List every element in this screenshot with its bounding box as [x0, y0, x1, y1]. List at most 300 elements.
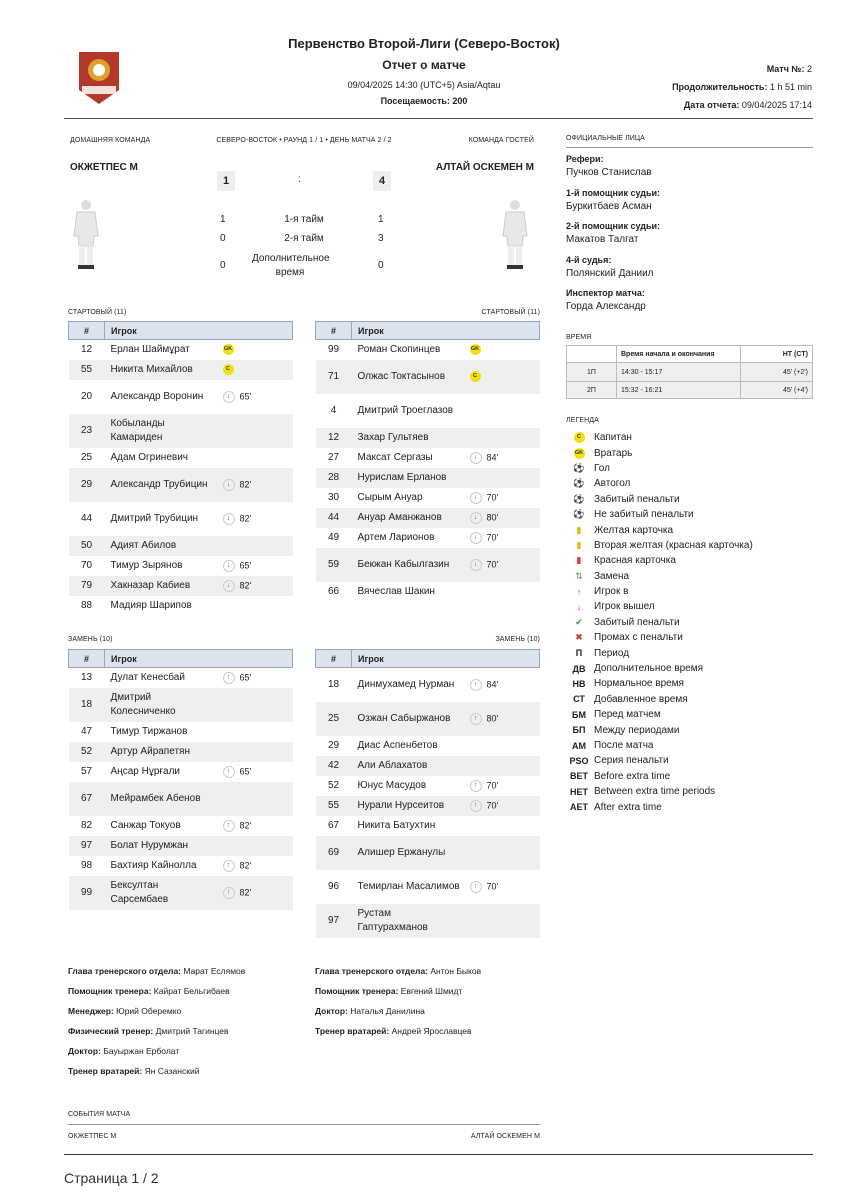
player-number: 52 — [69, 742, 105, 762]
substitution-icon: ⇅ — [575, 570, 583, 581]
table-row — [69, 448, 293, 468]
staff-name: Кайрат Бельгибаев — [153, 986, 230, 996]
player-events — [223, 596, 293, 616]
staff-name: Антон Быков — [430, 966, 482, 976]
substitution-minute: 70' — [486, 799, 499, 810]
match-duration — [672, 82, 812, 92]
player-name — [105, 856, 223, 876]
staff-row — [315, 1021, 555, 1041]
events-away-team: АЛТАЙ ОСКЕМЕН М — [470, 1133, 540, 1140]
player-number: 99 — [69, 876, 105, 910]
official-name: Макатов Талгат — [566, 234, 639, 246]
player-number: 25 — [316, 702, 352, 736]
table-row — [69, 762, 293, 782]
player-name — [105, 762, 223, 782]
legend-title: ЛЕГЕНДА — [566, 417, 599, 424]
player-number: 88 — [69, 596, 105, 616]
page-number: Страница 1 / 2 — [64, 1170, 159, 1186]
player-name-text: Юнус Масудов — [357, 779, 427, 791]
away-starting-table — [315, 321, 540, 602]
red-card-icon: ▮ — [576, 555, 582, 566]
player-name-text: Олжас Токтасынов — [357, 370, 446, 382]
period1-away: 1 — [378, 214, 384, 225]
extra-away: 0 — [378, 260, 384, 271]
substitution-minute: 65' — [239, 672, 252, 683]
substitution-minute: 70' — [486, 779, 499, 790]
player-name-text: Александр Воронин — [110, 390, 204, 402]
table-row — [69, 836, 293, 856]
player-events — [223, 688, 293, 722]
round-info: СЕВЕРО-ВОСТОК • РАУНД 1 / 1 • ДЕНЬ МАТЧА 2 / 2 — [216, 137, 392, 144]
table-row — [316, 508, 540, 528]
player-name-text: Артем Ларионов — [357, 531, 435, 543]
player-name — [352, 548, 470, 582]
legend-row — [566, 569, 813, 584]
legend-row — [566, 630, 813, 645]
staff-row — [315, 961, 555, 981]
table-row — [69, 742, 293, 762]
table-row — [316, 468, 540, 488]
col-player: Игрок — [105, 650, 293, 668]
player-number: 47 — [69, 722, 105, 742]
legend-label: Между периодами — [594, 724, 680, 736]
legend-label: Between extra time periods — [594, 786, 716, 798]
table-row — [69, 856, 293, 876]
captain-icon — [566, 432, 592, 443]
header-divider — [64, 118, 813, 119]
player-in-icon: ↑ — [576, 586, 582, 597]
legend-label: Before extra time — [594, 770, 671, 782]
player-in-icon: ↑ — [470, 679, 482, 691]
staff-role: Физический тренер: — [68, 1026, 154, 1036]
staff-role: Помощник тренера: — [315, 986, 399, 996]
official-name: Буркитбаев Асман — [566, 200, 652, 212]
col-player: Игрок — [352, 650, 540, 668]
legend-row — [566, 584, 813, 599]
player-events — [223, 380, 293, 414]
col-num: # — [69, 322, 105, 340]
player-out-icon: ↓ — [223, 580, 235, 592]
legend-row — [566, 676, 813, 691]
staff-role: Глава тренерского отдела: — [315, 966, 429, 976]
legend-row — [566, 615, 813, 630]
time-period: 1П — [567, 363, 617, 382]
table-row — [69, 688, 293, 722]
legend-abbr: БП — [572, 725, 586, 736]
staff-row — [315, 1001, 555, 1021]
match-number-value: 2 — [806, 64, 812, 74]
player-in-icon: ↑ — [223, 672, 235, 684]
player-events — [223, 782, 293, 816]
player-name — [105, 876, 223, 910]
player-number: 44 — [69, 502, 105, 536]
player-name-text: Никита Михайлов — [110, 363, 193, 375]
player-out-icon: ↓ — [223, 560, 235, 572]
player-number: 44 — [316, 508, 352, 528]
substitution-minute: 82' — [239, 859, 252, 870]
time-title: ВРЕМЯ — [566, 334, 592, 341]
player-number: 55 — [69, 360, 105, 380]
player-name-text: Мейрамбек Абенов — [110, 792, 201, 804]
staff-role: Доктор: — [68, 1046, 101, 1056]
staff-row — [68, 1041, 308, 1061]
player-name — [105, 340, 223, 360]
player-events — [470, 468, 540, 488]
legend-label: Не забитый пенальти — [594, 509, 694, 521]
time-range: 15:32 - 16:21 — [617, 382, 741, 399]
player-events — [223, 360, 293, 380]
duration-label: Продолжительность: — [672, 82, 768, 92]
player-name — [105, 502, 223, 536]
player-events — [223, 556, 293, 576]
player-number: 29 — [69, 468, 105, 502]
player-events — [223, 742, 293, 762]
player-events — [470, 904, 540, 938]
player-name — [105, 414, 223, 448]
second-yellow-icon: ▮ — [576, 539, 582, 550]
legend-list — [566, 430, 813, 815]
substitution-minute: 65' — [239, 765, 252, 776]
match-number-label: Матч №: — [766, 64, 805, 74]
player-name — [352, 528, 470, 548]
score-separator: : — [298, 174, 301, 185]
legend-row — [566, 522, 813, 537]
player-name — [105, 536, 223, 556]
staff-role: Тренер вратарей: — [315, 1026, 390, 1036]
player-events — [470, 582, 540, 602]
table-row — [69, 782, 293, 816]
player-in-icon: ↑ — [223, 820, 235, 832]
time-period: 2П — [567, 382, 617, 399]
player-events — [470, 508, 540, 528]
legend-row — [566, 492, 813, 507]
time-row — [567, 363, 813, 382]
player-number: 12 — [69, 340, 105, 360]
table-row — [316, 340, 540, 360]
player-events — [470, 776, 540, 796]
player-name — [352, 468, 470, 488]
player-name — [105, 722, 223, 742]
legend-label: Дополнительное время — [594, 663, 704, 675]
player-name-text: Дмитрий Колесниченко — [110, 691, 176, 717]
home-starting-label: СТАРТОВЫЙ (11) — [68, 309, 127, 316]
table-row — [69, 668, 293, 688]
legend-label: Серия пенальти — [594, 755, 669, 767]
player-number: 18 — [69, 688, 105, 722]
legend-label: Забитый пенальти — [594, 616, 680, 628]
staff-name: Андрей Ярославцев — [391, 1026, 472, 1036]
legend-label: Гол — [594, 462, 610, 474]
staff-row — [68, 1001, 308, 1021]
substitution-minute: 82' — [239, 478, 252, 489]
table-row — [316, 394, 540, 428]
official-name: Горда Александр — [566, 301, 646, 313]
legend-label: Период — [594, 647, 630, 659]
player-events — [470, 340, 540, 360]
player-number: 12 — [316, 428, 352, 448]
table-row — [316, 488, 540, 508]
player-number: 97 — [69, 836, 105, 856]
extra-home: 0 — [220, 260, 226, 271]
legend-abbr: БМ — [572, 709, 586, 720]
player-name-text: Ерлан Шаймұрат — [110, 343, 190, 355]
player-number: 67 — [316, 816, 352, 836]
player-number: 52 — [316, 776, 352, 796]
staff-role: Менеджер: — [68, 1006, 114, 1016]
player-name-text: Сырым Ануар — [357, 491, 423, 503]
staff-name: Бауыржан Ерболат — [103, 1046, 180, 1056]
official-role: Инспектор матча: — [566, 288, 645, 299]
player-number: 79 — [69, 576, 105, 596]
report-date-value: 09/04/2025 17:14 — [741, 100, 812, 110]
player-events — [470, 756, 540, 776]
page-title: Первенство Второй-Лиги (Северо-Восток) — [288, 36, 560, 51]
player-events — [223, 536, 293, 556]
player-name-text: Дмитрий Троеглазов — [357, 404, 454, 416]
legend-label: Забитый пенальти — [594, 493, 680, 505]
table-row — [69, 414, 293, 448]
player-name-text: Никита Батухтин — [357, 819, 436, 831]
player-name — [105, 468, 223, 502]
player-name-text: Бексултан Сарсембаев — [110, 879, 169, 905]
penalty-check-icon: ✔ — [575, 616, 583, 627]
table-row — [316, 736, 540, 756]
player-events — [470, 668, 540, 702]
player-name-text: Санжар Токуов — [110, 819, 181, 831]
legend-label: Добавленное время — [594, 693, 688, 705]
legend-row — [566, 661, 813, 676]
legend-row — [566, 753, 813, 768]
substitution-minute: 82' — [239, 579, 252, 590]
player-name — [352, 836, 470, 870]
legend-abbr: BET — [570, 771, 588, 782]
player-events — [223, 576, 293, 596]
player-name-text: Бекжан Кабылгазин — [357, 558, 450, 570]
legend-abbr: ДВ — [572, 663, 586, 674]
player-name-text: Нурали Нурсеитов — [357, 799, 445, 811]
player-events — [223, 502, 293, 536]
substitution-minute: 82' — [239, 886, 252, 897]
legend-abbr: СТ — [573, 694, 585, 705]
player-name-text: Дулат Кенесбай — [110, 671, 185, 683]
goalkeeper-icon: GK — [223, 344, 234, 355]
player-events — [223, 816, 293, 836]
player-number: 82 — [69, 816, 105, 836]
player-name — [105, 556, 223, 576]
legend-abbr: PSO — [569, 755, 589, 766]
table-row — [316, 776, 540, 796]
staff-row — [68, 961, 308, 981]
player-name — [105, 360, 223, 380]
player-out-icon: ↓ — [223, 391, 235, 403]
player-name — [352, 796, 470, 816]
period1-home: 1 — [220, 214, 226, 225]
player-name-text: Озжан Сабыржанов — [357, 712, 451, 724]
substitution-minute: 80' — [486, 712, 499, 723]
home-caption: ДОМАШНЯЯ КОМАНДА — [70, 137, 151, 144]
player-number: 50 — [69, 536, 105, 556]
table-row — [69, 360, 293, 380]
player-name-text: Ануар Аманжанов — [357, 511, 442, 523]
legend-row — [566, 599, 813, 614]
player-name-text: Александр Трубицин — [110, 478, 208, 490]
table-row — [69, 468, 293, 502]
legend-label: Вторая желтая (красная карточка) — [594, 539, 753, 551]
table-row — [69, 340, 293, 360]
away-kit-icon — [500, 198, 530, 268]
legend-label: Автогол — [594, 478, 631, 490]
legend-label: Игрок в — [594, 586, 629, 598]
table-row — [316, 870, 540, 904]
home-subs-label: ЗАМЕНЬ (10) — [68, 636, 113, 643]
player-name-text: Рустам Гаптурахманов — [357, 907, 428, 933]
legend-label: Желтая карточка — [594, 524, 674, 536]
official-role: 4-й судья: — [566, 254, 612, 265]
player-number: 59 — [316, 548, 352, 582]
player-name — [352, 508, 470, 528]
legend-row — [566, 799, 813, 814]
player-events — [223, 876, 293, 910]
legend-label: Капитан — [594, 432, 632, 444]
player-events — [223, 856, 293, 876]
footer-divider — [64, 1154, 813, 1155]
official-name: Полянский Даниил — [566, 267, 654, 279]
col-period — [567, 346, 617, 363]
player-events — [223, 414, 293, 448]
player-name — [105, 576, 223, 596]
own-goal-icon: ⚽ — [573, 478, 585, 489]
substitution-minute: 84' — [486, 679, 499, 690]
goalkeeper-icon-badge: GK — [574, 448, 585, 459]
player-name-text: Диас Аспенбетов — [357, 739, 438, 751]
staff-row — [68, 1021, 308, 1041]
player-name-text: Аңсар Нұрғали — [110, 765, 181, 777]
legend-label: Промах с пенальти — [594, 632, 683, 644]
col-player: Игрок — [105, 322, 293, 340]
player-out-icon: ↓ — [470, 452, 482, 464]
home-subs-table — [68, 649, 293, 910]
events-divider — [68, 1124, 540, 1125]
player-name — [105, 742, 223, 762]
officials-list — [566, 154, 813, 322]
player-number: 18 — [316, 668, 352, 702]
player-name — [352, 582, 470, 602]
official-item — [566, 255, 813, 289]
table-row — [69, 876, 293, 910]
substitution-minute: 70' — [486, 558, 499, 569]
player-name-text: Тимур Зырянов — [110, 559, 183, 571]
legend-row — [566, 476, 813, 491]
player-events — [223, 762, 293, 782]
player-number: 25 — [69, 448, 105, 468]
attendance: Посещаемость: 200 — [380, 96, 468, 106]
legend-abbr: AET — [570, 802, 588, 813]
legend-row — [566, 507, 813, 522]
goalkeeper-icon — [566, 448, 592, 459]
home-team-name: ОКЖЕТПЕС М — [70, 162, 138, 173]
player-name-text: Захар Гультяев — [357, 431, 429, 443]
goalkeeper-icon: GK — [470, 344, 481, 355]
away-caption: КОМАНДА ГОСТЕЙ — [468, 137, 534, 144]
player-number: 30 — [316, 488, 352, 508]
player-name — [105, 688, 223, 722]
home-staff — [68, 961, 308, 1081]
player-name-text: Кобыланды Камариден — [110, 417, 165, 443]
player-events — [470, 702, 540, 736]
player-in-icon: ↑ — [470, 800, 482, 812]
player-name-text: Адият Абилов — [110, 539, 177, 551]
player-number: 4 — [316, 394, 352, 428]
player-out-icon: ↓ — [470, 512, 482, 524]
player-events — [470, 796, 540, 816]
table-row — [69, 536, 293, 556]
table-row — [316, 836, 540, 870]
table-row — [316, 448, 540, 468]
staff-role: Доктор: — [315, 1006, 348, 1016]
away-subs-label: ЗАМЕНЬ (10) — [495, 636, 540, 643]
player-name-text: Хакназар Кабиев — [110, 579, 191, 591]
table-row — [316, 548, 540, 582]
penalty-missed-icon: ⚽ — [573, 509, 585, 520]
duration-value: 1 h 51 min — [769, 82, 812, 92]
player-name — [352, 816, 470, 836]
player-name-text: Роман Скопинцев — [357, 343, 441, 355]
table-row — [316, 904, 540, 938]
player-number: 55 — [316, 796, 352, 816]
staff-name: Дмитрий Тагинцев — [155, 1026, 229, 1036]
player-in-icon: ↑ — [470, 713, 482, 725]
player-number: 99 — [316, 340, 352, 360]
player-name — [352, 702, 470, 736]
player-number: 66 — [316, 582, 352, 602]
legend-label: Красная карточка — [594, 555, 676, 567]
legend-row — [566, 553, 813, 568]
player-name — [352, 668, 470, 702]
player-number: 96 — [316, 870, 352, 904]
official-name: Пучков Станислав — [566, 167, 652, 178]
legend-label: After extra time — [594, 801, 662, 813]
player-name-text: Адам Огриневич — [110, 451, 188, 463]
report-date-label: Дата отчета: — [683, 100, 740, 110]
staff-name: Наталья Данилина — [350, 1006, 425, 1016]
table-row — [316, 360, 540, 394]
legend-label: После матча — [594, 740, 654, 751]
player-in-icon: ↑ — [223, 887, 235, 899]
official-role: 2-й помощник судьи: — [566, 221, 661, 232]
player-events — [470, 870, 540, 904]
player-name — [352, 340, 470, 360]
player-events — [470, 360, 540, 394]
legend-abbr: П — [575, 648, 583, 659]
player-events — [470, 548, 540, 582]
player-name-text: Темирлан Масалимов — [357, 880, 460, 892]
legend-label: Вратарь — [594, 447, 633, 459]
player-events — [470, 448, 540, 468]
player-number: 97 — [316, 904, 352, 938]
player-number: 69 — [316, 836, 352, 870]
player-name-text: Бахтияр Кайнолла — [110, 859, 197, 871]
events-title: СОБЫТИЯ МАТЧА — [68, 1111, 131, 1118]
table-row — [316, 756, 540, 776]
player-events — [223, 722, 293, 742]
player-number: 42 — [316, 756, 352, 776]
substitution-minute: 70' — [486, 491, 499, 502]
table-row — [69, 816, 293, 836]
time-row — [567, 382, 813, 399]
player-number: 13 — [69, 668, 105, 688]
table-row — [316, 796, 540, 816]
player-number: 20 — [69, 380, 105, 414]
